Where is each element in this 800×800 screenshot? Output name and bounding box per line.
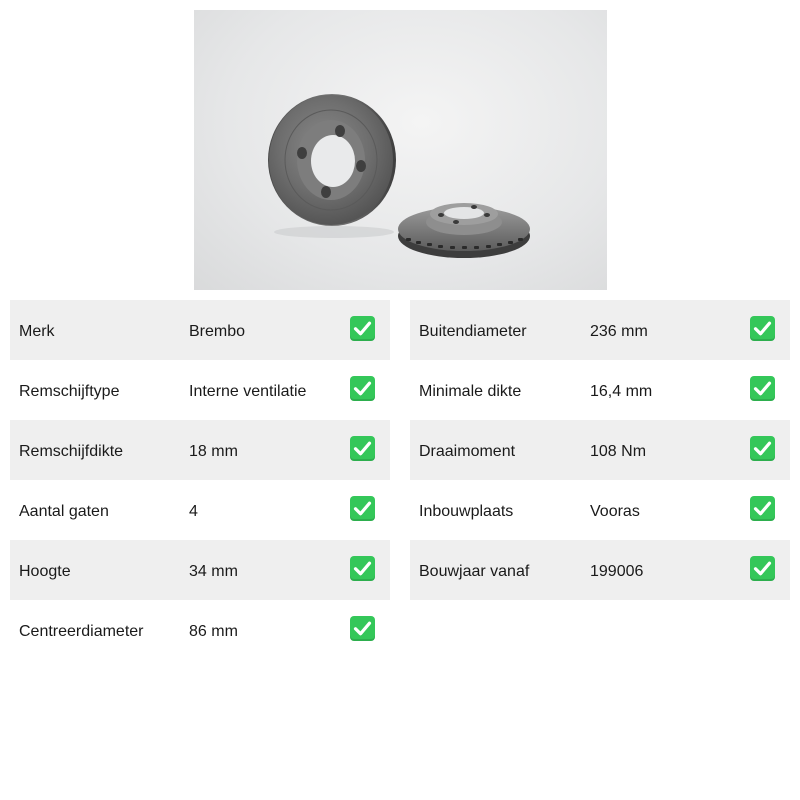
- spec-value: Vooras: [590, 503, 640, 520]
- spec-value: 108 Nm: [590, 443, 647, 460]
- spec-row-buitendiameter: [410, 300, 790, 360]
- spec-label: Aantal gaten: [19, 503, 109, 520]
- spec-row-inbouwplaats: [410, 480, 790, 540]
- check-icon: [750, 496, 775, 521]
- spec-label: Remschijfdikte: [19, 443, 124, 460]
- spec-label: Draaimoment: [419, 443, 516, 460]
- spec-value: 16,4 mm: [590, 383, 653, 400]
- spec-label: Minimale dikte: [419, 383, 522, 400]
- spec-value: 86 mm: [189, 623, 238, 640]
- spec-table-right: [410, 300, 790, 600]
- check-icon: [750, 376, 775, 401]
- spec-value: 236 mm: [590, 323, 648, 340]
- spec-label: Remschijftype: [19, 383, 120, 400]
- spec-row-remschijfdikte: [10, 420, 390, 480]
- spec-row-aantal-gaten: [10, 480, 390, 540]
- spec-label: Bouwjaar vanaf: [419, 563, 530, 580]
- check-icon: [350, 316, 375, 341]
- spec-value: 34 mm: [189, 563, 238, 580]
- spec-value: Brembo: [189, 323, 246, 340]
- spec-label: Centreerdiameter: [19, 623, 144, 640]
- check-icon: [350, 436, 375, 461]
- brake-disc-illustration: [194, 10, 607, 290]
- check-icon: [350, 616, 375, 641]
- check-icon: [750, 436, 775, 461]
- check-icon: [750, 316, 775, 341]
- spec-value: 18 mm: [189, 443, 238, 460]
- spec-row-minimale-dikte: [410, 360, 790, 420]
- spec-row-centreerdiameter: [10, 600, 390, 660]
- spec-label: Merk: [19, 323, 55, 340]
- spec-label: Inbouwplaats: [419, 503, 514, 520]
- spec-label: Hoogte: [19, 563, 71, 580]
- spec-row-bouwjaar-vanaf: [410, 540, 790, 600]
- check-icon: [350, 496, 375, 521]
- spec-row-merk: [10, 300, 390, 360]
- check-icon: [750, 556, 775, 581]
- spec-row-remschijftype: [10, 360, 390, 420]
- spec-value: Interne ventilatie: [189, 383, 307, 400]
- product-image: [194, 10, 607, 290]
- spec-value: 199006: [590, 563, 644, 580]
- spec-label: Buitendiameter: [419, 323, 527, 340]
- spec-value: 4: [189, 503, 198, 520]
- spec-row-hoogte: [10, 540, 390, 600]
- check-icon: [350, 556, 375, 581]
- spec-row-draaimoment: [410, 420, 790, 480]
- check-icon: [350, 376, 375, 401]
- spec-table-left: [10, 300, 390, 660]
